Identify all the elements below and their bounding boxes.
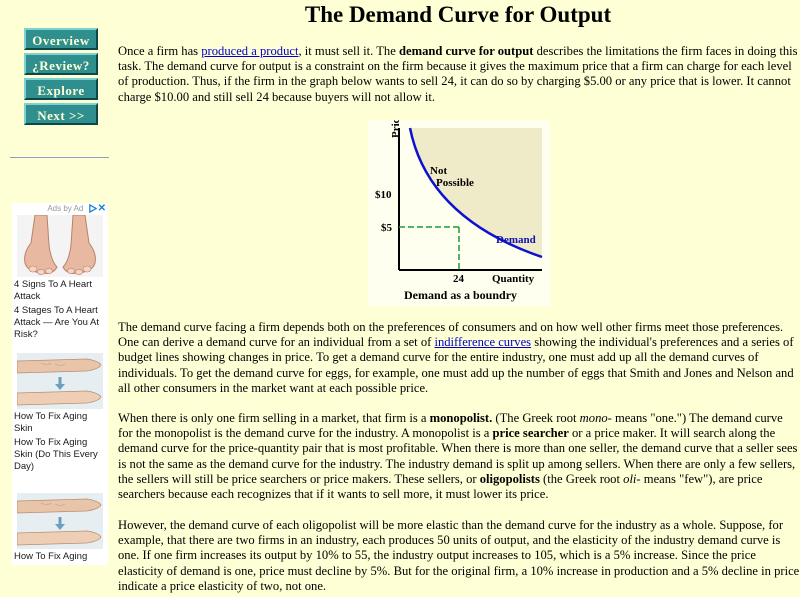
review-button[interactable]: ¿Review? (24, 53, 98, 75)
not-possible-label: Not (430, 165, 448, 177)
not-possible-label: Possible (436, 177, 474, 189)
overview-button[interactable]: Overview (24, 28, 98, 50)
term-oligopolists: oligopolists (479, 471, 540, 486)
tick-label-10: $10 (375, 189, 392, 201)
term-demand-curve-for-output: demand curve for output (398, 44, 534, 58)
text-run: Once a firm has (118, 44, 202, 58)
ad-header (12, 203, 108, 215)
page-title: The Demand Curve for Output (304, 2, 612, 27)
demand-curve-diagram (368, 120, 550, 306)
text-run: means "few"), are price searchers because each recognizes that if it wants to sell more, it must lower its price. (118, 471, 763, 502)
paragraph-text: However, the demand curve of each oligopolist will be more elastic than the demand curve for the industry as a whole. Suppose, for example, that there are two firms in an industry, each produces 50 units of output, and the elasticity of the industry demand curve is one. If one firm increases its output by 10% to 55, the industry output increases to 105, which is a 5% increase. Since the price elasticity of demand is one, price must decline by 5%. But for the original firm, a 10% increase in production and a 5% decline in price indicate a price elasticity of two, not one. (118, 518, 800, 593)
figure-caption: Demand as a boundry (404, 288, 518, 302)
ad-link[interactable]: 4 Signs To A Heart Attack (14, 279, 92, 302)
greek-root-oli: oli- (623, 471, 641, 486)
adchoices-icon[interactable] (88, 204, 97, 213)
text-run: (The Greek root (492, 411, 580, 425)
greek-root-mono: mono- (579, 411, 612, 425)
indifference-curves-link[interactable]: indifference curves (434, 335, 532, 350)
arm-ad-image[interactable] (17, 353, 103, 409)
advertisement (12, 203, 108, 565)
x-axis-label: Quantity (492, 273, 535, 285)
paragraph-monopolist (118, 411, 800, 502)
arm-ad-image[interactable] (17, 493, 103, 549)
text-run: When there is only one firm selling in a market, that firm is a (118, 411, 430, 425)
nav-menu (24, 28, 98, 128)
ad-link[interactable]: 4 Stages To A Heart Attack — Are You At Risk? (14, 305, 100, 340)
demand-curve-label: Demand (496, 234, 536, 246)
paragraph-industry-demand (118, 320, 800, 396)
tick-label-24: 24 (453, 273, 464, 285)
text-run: or a price maker. It will search along the demand curve for the price-quantity pair that is most profitable. When there is more than one seller, the demand curve that a seller sees is not the same as the demand curve for the industry. The industry demand is split up among sellers. When there are only a few sellers, the sellers will still be price searchers or price makers. These sellers, or (118, 426, 798, 486)
term-monopolist: monopolist. (429, 411, 493, 425)
explore-button[interactable]: Explore (24, 78, 98, 100)
paragraph-oligopolist-elasticity (118, 518, 800, 594)
intro-paragraph (118, 44, 800, 105)
feet-ad-image[interactable] (17, 215, 103, 277)
text-run: describes the limitations the firm faces in doing this task. The demand curve for output is a constraint on the firm because it gives the maximum price that a firm can charge for each level of production. Thus, if the firm in the graph below wants to sell 24, it can do so by charging $5.00 or any price that is lower. It cannot charge $10.00 and still sell 24 because buyers will not allow it. (118, 44, 798, 104)
demand-curve-figure (368, 120, 550, 306)
sidebar-divider (10, 157, 109, 158)
produced-a-product-link[interactable]: produced a product (201, 44, 299, 58)
text-run: means "one.") The demand curve for the monopolist is the demand curve for the industry. A monopolist is a (118, 411, 783, 441)
next-button[interactable]: Next >> (24, 103, 98, 125)
close-icon[interactable]: ✕ (97, 203, 106, 214)
text-run: (the Greek root (539, 471, 624, 486)
ad-link[interactable]: How To Fix Aging Skin (Do This Every Day) (14, 437, 98, 472)
tick-label-5: $5 (381, 222, 392, 234)
ad-label: Ads by Ad (47, 204, 84, 213)
text-run: , it must sell it. The (298, 44, 399, 58)
text-run: The demand curve facing a firm depends both on the preferences of consumers and on how well other firms meet those preferences. One can derive a demand curve for an individual from a set of (118, 320, 784, 350)
term-price-searcher: price searcher (492, 426, 569, 441)
ad-link[interactable]: How To Fix Aging (14, 551, 88, 562)
ad-link[interactable]: How To Fix Aging Skin (14, 411, 88, 434)
y-axis-label: Price (390, 120, 402, 138)
text-run: showing the individual's preferences and a series of budget lines showing changes in price. To get a demand curve for the entire industry, one must add up all the demand curves of individuals. To get the demand curve for eggs, for example, one must add up the number of eggs that Smith and Jones and Nelson and all other consumers in the market want at each possible price. (118, 335, 794, 395)
